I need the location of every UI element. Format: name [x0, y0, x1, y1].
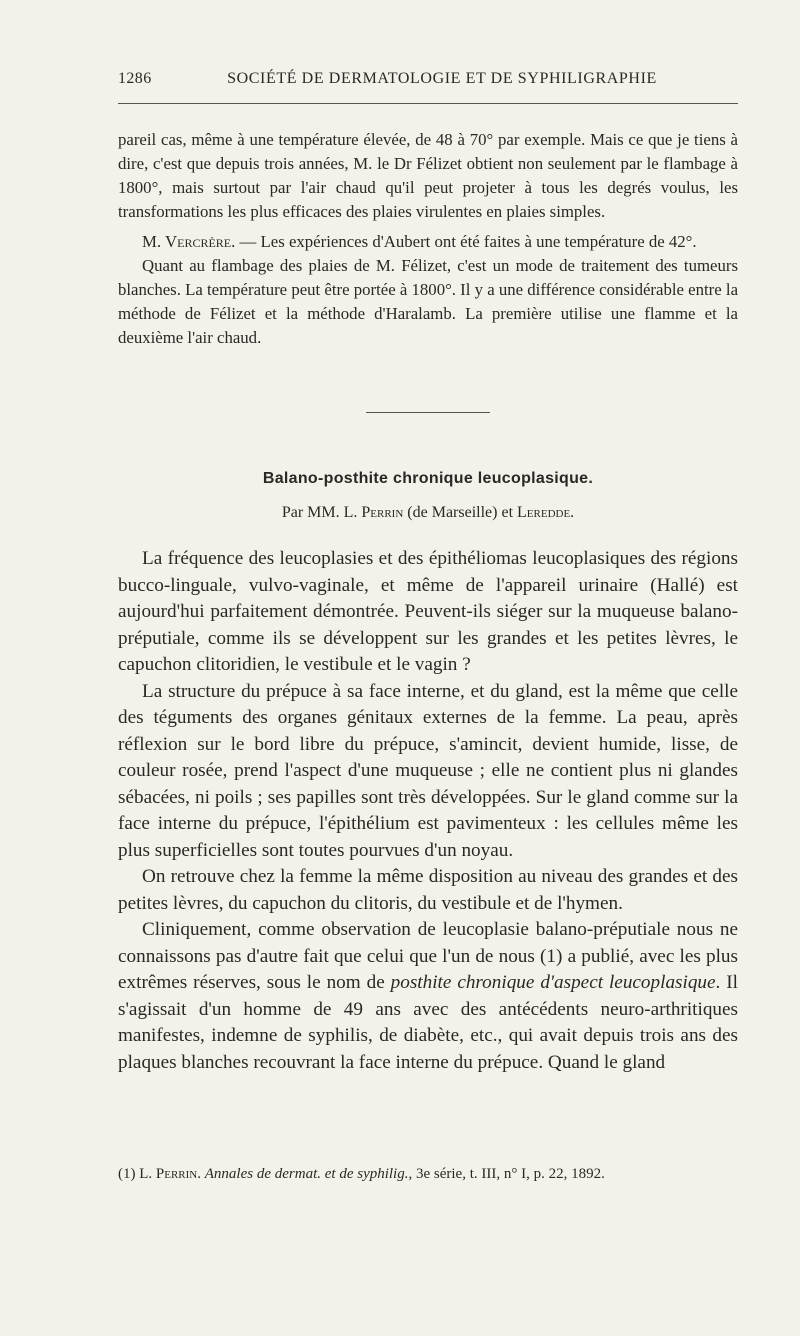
- speaker-remark: — Les expériences d'Aubert ont été faites à une température de 42°.: [235, 232, 697, 251]
- section-separator: [366, 412, 490, 413]
- speaker-name: M. Vercrère.: [142, 232, 236, 251]
- article-paragraph-1: La fréquence des leucoplasies et des épithéliomas leucoplasiques des régions bucco-linguale, vulvo-vaginale, et même de l'appareil urinaire (Hallé) est aujourd'hui parfaitement démontrée. Peuvent-ils siéger sur la muqueuse balano-préputiale, comme ils se développent sur les grandes et les petites lèvres, le capuchon clitoridien, le vestibule et le vagin ?: [118, 548, 738, 675]
- footnote-rest: , 3e série, t. III, n° I, p. 22, 1892.: [408, 1166, 605, 1182]
- article-paragraph-4: [118, 917, 738, 1076]
- article-title: Balano-posthite chronique leucoplasique.: [262, 470, 594, 487]
- article-body: [118, 546, 738, 1076]
- discussion-section: [118, 128, 738, 350]
- header-rule: [118, 103, 738, 104]
- authors-suffix: .: [570, 504, 575, 521]
- discussion-paragraph-1: pareil cas, même à une température élevée, de 48 à 70° par exemple. Mais ce que je tiens à dire, c'est que depuis trois années, M. le Dr Félizet obtient non seulement par le flambage à 1800°, mais surtout par l'air chaud qu'il peut projeter à tous les degrés voulus, les transformations les plus efficaces des plaies virulentes en plaies simples.: [118, 130, 738, 221]
- authors-mid: (de Marseille) et: [403, 504, 518, 521]
- footnote-author: L. Perrin: [139, 1166, 198, 1182]
- author-perrin: L. Perrin: [343, 504, 404, 521]
- paragraph-4-italic: posthite chronique d'aspect leucoplasique: [390, 972, 716, 993]
- authors-prefix: Par MM.: [281, 504, 344, 521]
- page-number: 1286: [118, 70, 152, 87]
- running-title: SOCIÉTÉ DE DERMATOLOGIE ET DE SYPHILIGRAPHIE: [227, 70, 657, 87]
- footnote-journal: Annales de dermat. et de syphilig.: [204, 1166, 409, 1182]
- article-authors: [118, 504, 738, 522]
- footnote: (1) L. Perrin. Annales de dermat. et de syphilig., 3e série, t. III, n° I, p. 22, 1892.: [118, 1166, 605, 1182]
- article-paragraph-2: La structure du prépuce à sa face interne, et du gland, est la même que celle des téguments des organes génitaux externes de la femme. La peau, après réflexion sur le bord libre du prépuce, s'amincit, devient humide, lisse, de couleur rosée, prend l'aspect d'une muqueuse ; elle ne contient plus ni glandes sébacées, ni poils ; ses papilles sont très développées. Sur le gland comme sur la face interne du prépuce, l'épithélium est pavimenteux : les cellules même les plus superficielles sont toutes pourvues d'un noyau.: [118, 680, 738, 861]
- paragraph-4-text-b: . Il s'agissait d'un homme de 49 ans avec des antécédents neuro-arthritiques manifestes, indemne de syphilis, de diabète, etc., qui avait depuis trois ans des plaques blanches recouvrant la face interne du prépuce. Quand le gland: [118, 972, 738, 1073]
- article-paragraph-3: On retrouve chez la femme la même disposition au niveau des grandes et des petites lèvres, du capuchon du clitoris, du vestibule et de l'hymen.: [118, 866, 738, 914]
- paragraph-4-text-a: Cliniquement, comme observation de leucoplasie balano-préputiale nous ne connaissons pas d'autre fait que celui que l'un de nous (1) a publié, avec les plus extrêmes réserves, sous le nom de: [118, 919, 738, 993]
- author-leredde: Leredde: [517, 504, 571, 521]
- discussion-paragraph-3: Quant au flambage des plaies de M. Félizet, c'est un mode de traitement des tumeurs blanches. La température peut être portée à 1800°. Il y a une différence considérable entre la méthode de Félizet et la méthode d'Haralamb. La première utilise une flamme et la deuxième l'air chaud.: [118, 256, 739, 347]
- footnote-marker: (1): [118, 1166, 140, 1182]
- discussion-paragraph-2: [118, 230, 738, 254]
